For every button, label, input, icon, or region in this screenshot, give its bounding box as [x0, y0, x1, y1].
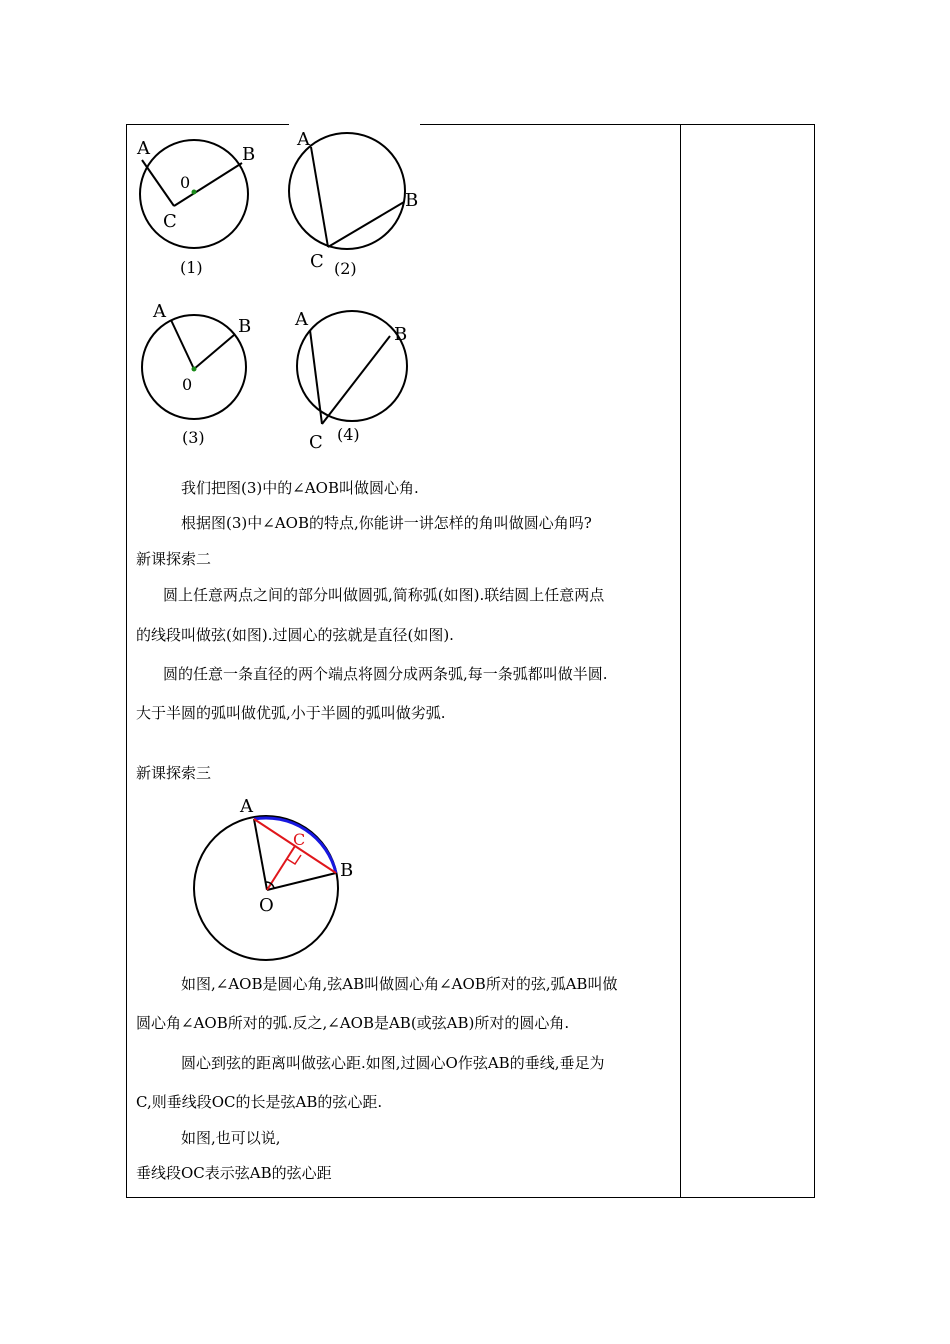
segment-cb — [322, 336, 390, 424]
label-c: C — [163, 211, 177, 232]
segment-cb — [328, 202, 404, 247]
paragraph-chord-1: 如图,∠AOB是圆心角,弦AB叫做圆心角∠AOB所对的弦,弧AB叫做 — [181, 975, 618, 993]
heading-explore-2: 新课探索二 — [136, 550, 212, 568]
label-a: A — [297, 129, 310, 150]
figure-4 — [290, 300, 430, 460]
label-a: A — [240, 796, 253, 817]
caption: (2) — [334, 259, 357, 278]
label-c: C — [293, 830, 306, 849]
figure-2 — [285, 125, 435, 285]
label-b: B — [394, 324, 408, 345]
caption: (3) — [182, 428, 205, 447]
segment-ob — [194, 335, 234, 369]
center-dot — [192, 367, 197, 372]
paragraph-arc-1: 圆上任意两点之间的部分叫做圆弧,简称弧(如图).联结圆上任意两点 — [163, 586, 605, 604]
segment-oa — [171, 320, 194, 369]
label-c: C — [309, 432, 323, 453]
label-a: A — [295, 309, 308, 330]
label-b: B — [405, 190, 419, 211]
label-o: 0 — [182, 375, 193, 394]
paragraph-arc-2: 的线段叫做弦(如图).过圆心的弦就是直径(如图). — [136, 626, 454, 644]
caption: (1) — [180, 258, 203, 277]
figure-5 — [185, 790, 385, 970]
heading-explore-3: 新课探索三 — [136, 764, 212, 782]
caption: (4) — [337, 425, 360, 444]
paragraph-central-angle: 我们把图(3)中的∠AOB叫做圆心角. — [181, 479, 419, 497]
paragraph-chord-2: 圆心角∠AOB所对的弧.反之,∠AOB是AB(或弦AB)所对的圆心角. — [136, 1014, 570, 1032]
paragraph-semicircle-2: 大于半圆的弧叫做优弧,小于半圆的弧叫做劣弧. — [136, 704, 446, 722]
segment-ac — [311, 147, 328, 247]
label-c: C — [310, 251, 324, 272]
paragraph-semicircle-1: 圆的任意一条直径的两个端点将圆分成两条弧,每一条弧都叫做半圆. — [163, 665, 608, 683]
paragraph-distance-1: 圆心到弦的距离叫做弦心距.如图,过圆心O作弦AB的垂线,垂足为 — [181, 1054, 605, 1072]
label-o: O — [259, 895, 274, 916]
segment-ac — [142, 160, 174, 206]
circle — [297, 311, 407, 421]
paragraph-conclusion: 垂线段OC表示弦AB的弦心距 — [136, 1164, 332, 1182]
center-dot — [192, 190, 197, 195]
circle — [289, 133, 405, 249]
segment-ac — [310, 330, 322, 424]
table-frame — [126, 124, 815, 1198]
paragraph-distance-2: C,则垂线段OC的长是弦AB的弦心距. — [136, 1093, 383, 1111]
figure-3 — [135, 295, 275, 455]
label-b: B — [242, 144, 256, 165]
label-b: B — [340, 860, 354, 881]
column-divider — [680, 124, 681, 1198]
label-a: A — [153, 301, 166, 322]
label-a: A — [137, 138, 150, 159]
segment-oa — [254, 819, 267, 890]
label-o: 0 — [180, 173, 191, 192]
label-b: B — [238, 316, 252, 337]
paragraph-also: 如图,也可以说, — [181, 1129, 281, 1147]
figure-1 — [130, 130, 270, 280]
paragraph-question: 根据图(3)中∠AOB的特点,你能讲一讲怎样的角叫做圆心角吗? — [181, 514, 592, 532]
